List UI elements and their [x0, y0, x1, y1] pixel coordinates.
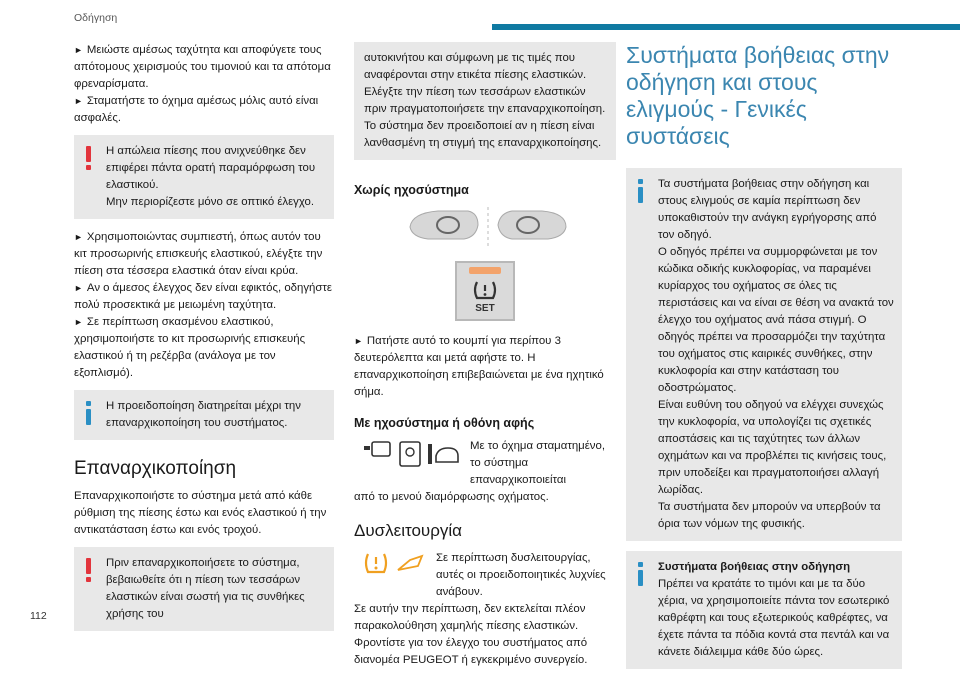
warning-icon: [86, 146, 92, 170]
heading-malfunction: Δυσλειτουργία: [354, 521, 463, 540]
instruction-press-button: ► Πατήστε αυτό το κουμπί για περίπου 3 δευτερόλεπτα και μετά αφήστε το. Η επαναρχικοποίηση επιβεβαιώνεται με ένα ηχητικό σήμα.: [354, 333, 616, 401]
column-3: [626, 42, 902, 677]
instruction-stop: ► Σταματήστε το όχημα αμέσως μόλις αυτό είναι ασφαλές.: [74, 93, 334, 127]
driving-aids-text: Πρέπει να κρατάτε το τιμόνι και με τα δύο χέρια, να χρησιμοποιείτε πάντα τον εσωτερικό καθρέφτη και τους εξωτερικούς καθρέφτες, να έχετε πάντα τα πόδια κοντά στα πεντάλ και να κάνετε διάλειμμα κάθε δύο ώρες.: [658, 578, 890, 658]
column-2: [354, 42, 616, 669]
menu-car-settings-icon: [362, 438, 460, 472]
instruction-slow-down: ► Μειώστε αμέσως ταχύτητα και αποφύγετε τους απότομους χειρισμούς του τιμονιού και τα απότομα φρεναρίσματα.: [74, 42, 334, 93]
steering-wheel-icon: [408, 205, 568, 249]
reinit-paragraph: Επαναρχικοποιήστε το σύστημα μετά από κάθε ρύθμιση της πίεσης έστω και ενός ελαστικού ή την αντικατάσταση έστω και ενός τροχού.: [74, 490, 327, 536]
instruction-check-pressure: ► Χρησιμοποιώντας συμπιεστή, όπως αυτόν του κιτ προσωρινής επισκευής ελαστικού, ελέγξτε την πίεση στα τέσσερα ελαστικά όταν είναι κρύα.: [74, 229, 334, 280]
heading-audio-touchscreen: Με ηχοσύστημα ή οθόνη αφής: [354, 416, 535, 430]
info-icon: [638, 179, 644, 203]
warning-text: Η απώλεια πίεσης που ανιχνεύθηκε δεν επιφέρει πάντα ορατή παραμόρφωση του ελαστικού. Μην περιορίζεστε μόνο σε οπτικό έλεγχο.: [106, 145, 316, 208]
set-label: SET: [475, 303, 495, 314]
info-text: Η προειδοποίηση διατηρείται μέχρι την επαναρχικοποίηση του συστήματος.: [106, 400, 301, 429]
page-number: 112: [30, 610, 47, 622]
malfunction-side-text: Σε περίπτωση δυσλειτουργίας, αυτές οι προειδοποιητικές λυχνίες ανάβουν.: [436, 552, 606, 598]
column-1: [74, 42, 334, 639]
indicator-led: [469, 267, 501, 274]
warning-box-continued: [354, 42, 616, 160]
warning-continued-text: αυτοκινήτου και σύμφωνη με τις τιμές που αναφέρονται στην ετικέτα πίεσης ελαστικών. Ελέγξτε την πίεση των τεσσάρων ελαστικών πριν πραγματοποιήσετε την επαναρχικοποίηση. Το σύστημα δεν προειδοποιεί αν η πίεση είναι λανθασμένη τη στιγμή της επαναρχικοποίησης.: [364, 52, 606, 149]
steering-wheel-illustration: [408, 205, 616, 255]
malfunction-icons: [354, 550, 426, 582]
touchscreen-icons: [354, 438, 460, 478]
info-box-driving-aids: [626, 551, 902, 669]
header-accent-bar: [492, 24, 960, 30]
touchscreen-side-text: Με το όχημα σταματημένο, το σύστημα επαναρχικοποιείται: [470, 440, 605, 486]
driving-aids-subtitle: Συστήματα βοήθειας στην οδήγηση: [658, 561, 851, 573]
malfunction-rest-text: Σε αυτήν την περίπτωση, δεν εκτελείται πλέον παρακολούθηση χαμηλής πίεσης ελαστικών. Φροντίστε για τον έλεγχο του συστήματος από διανομέα PEUGEOT ή εγκεκριμένο συνεργείο.: [354, 603, 588, 666]
info-box-general-recommendations: [626, 168, 902, 541]
heading-no-audio: Χωρίς ηχοσύστημα: [354, 183, 469, 197]
tyre-pressure-icon: [472, 279, 498, 301]
general-recommendations-text: Τα συστήματα βοήθειας στην οδήγηση και στους ελιγμούς σε καμία περίπτωση δεν υποκαθιστούν την ανάγκη εγρήγορσης από τον οδηγό. Ο οδηγός πρέπει να συμμορφώνεται με τον κώδικα οδικής κυκλοφορίας, να παραμένει κυρίαρχος του οχήματος σε όλες τις περιστάσεις και να είναι σε θέση να ανακτά τον έλεγχο του οχήματος ανά πάσα στιγμή. Ο οδηγός πρέπει να προσαρμόζει την ταχύτητα του οχήματος στις καιρικές συνθήκες, στην κυκλοφορία και στην κατάσταση του οδοστρώματος. Είναι ευθύνη του οδηγού να ελέγχει συνεχώς την κυκλοφορία, να υπολογίζει τις σχετικές αποστάσεις και τις ταχύτητες των άλλων οχημάτων και να προβλέπει τις κινήσεις τους, πριν υποδείξει και πραγματοποιήσει αλλαγή λωρίδας. Τα συστήματα δεν μπορούν να υπερβούν τα όρια των νόμων της φυσικής.: [658, 178, 894, 530]
tyre-warning-lamp-icon: [364, 550, 426, 576]
info-icon: [638, 562, 644, 586]
set-button-illustration: [455, 261, 515, 321]
warning-text: Πριν επαναρχικοποιήσετε το σύστημα, βεβαιωθείτε ότι η πίεση των τεσσάρων ελαστικών είναι σωστή για τις συνθήκες χρήσης του: [106, 557, 305, 620]
info-box-warning-kept: [74, 390, 334, 440]
warning-box-pressure-loss: [74, 135, 334, 219]
info-icon: [86, 401, 92, 425]
warning-box-before-reinit: [74, 547, 334, 631]
warning-icon: [86, 558, 92, 582]
touchscreen-rest-text: από το μενού διαμόρφωσης οχήματος.: [354, 491, 549, 503]
section-title-driving-aids: Συστήματα βοήθειας στην οδήγηση και στους ελιγμούς - Γενικές συστάσεις: [626, 42, 890, 149]
malfunction-row: [354, 550, 616, 601]
section-header: Οδήγηση: [74, 12, 118, 24]
touchscreen-row: [354, 438, 616, 489]
instruction-drive-carefully: ► Αν ο άμεσος έλεγχος δεν είναι εφικτός, οδηγήστε πολύ προσεκτικά με μειωμένη ταχύτητα.: [74, 280, 334, 314]
instruction-flat-tyre: ► Σε περίπτωση σκασμένου ελαστικού, χρησιμοποιήστε το κιτ προσωρινής επισκευής ελαστικού ή τη ρεζέρβα (ανάλογα με τον εξοπλισμό).: [74, 314, 334, 382]
heading-reinitialisation: Επαναρχικοποίηση: [74, 458, 237, 479]
